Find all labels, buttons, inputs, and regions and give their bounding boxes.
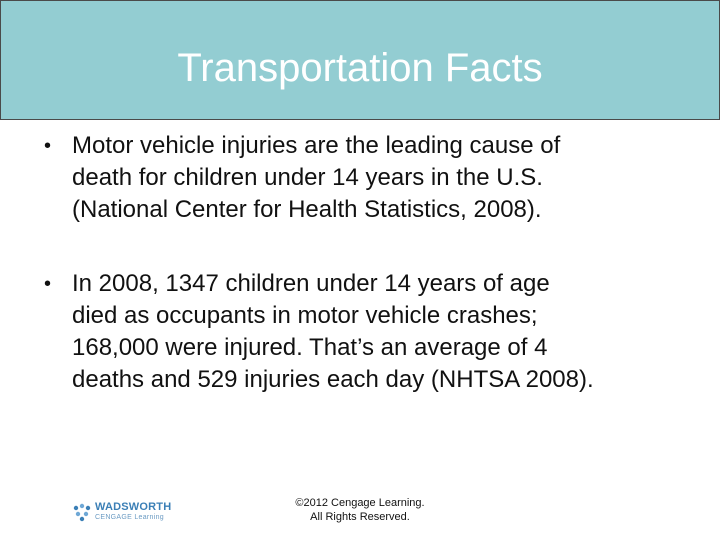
bullet-item [44,268,694,396]
copyright-line: ©2012 Cengage Learning. [295,497,425,509]
title-bar [0,0,720,120]
logo-wordmark: WADSWORTH [95,501,172,513]
bullet-item [44,130,694,226]
wadsworth-logo [72,500,182,524]
slide-title: Transportation Facts [177,46,543,90]
copyright-notice [260,496,460,524]
bullet-list [44,130,694,396]
bullet-line: died as occupants in motor vehicle crashes; [72,302,538,329]
bullet-line: (National Center for Health Statistics, 2008). [72,196,542,223]
rights-line: All Rights Reserved. [310,511,410,523]
bullet-line: Motor vehicle injuries are the leading cause of [72,132,561,159]
bullet-line: death for children under 14 years in the U.S. [72,164,543,191]
bullet-marker: • [44,135,52,157]
bullet-line: deaths and 529 injuries each day (NHTSA 2008). [72,366,594,393]
bullet-marker: • [44,273,52,295]
bullet-line: 168,000 were injured. That’s an average of 4 [72,334,548,361]
wadsworth-logo-icon [72,502,92,522]
bullet-line: In 2008, 1347 children under 14 years of age [72,270,550,297]
logo-subtitle: CENGAGE Learning [95,514,164,521]
